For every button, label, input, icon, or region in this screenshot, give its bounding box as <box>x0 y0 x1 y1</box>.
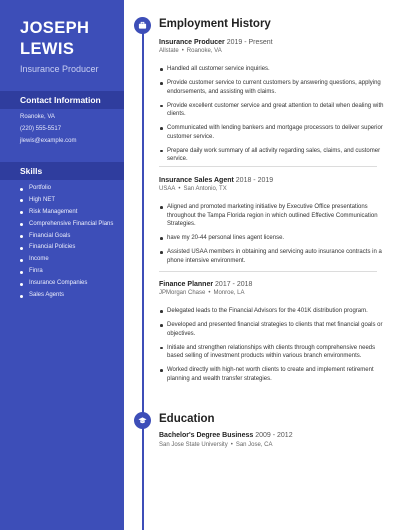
contact-phone[interactable]: (220) 555-5517 <box>20 126 62 132</box>
employment-heading: Employment History <box>159 18 271 30</box>
last-name: LEWIS <box>20 40 75 58</box>
job-location: San Antonio, TX <box>183 186 227 192</box>
skill-item: High NET <box>20 195 113 207</box>
job-subheader: Allstate • Roanoke, VA <box>159 48 222 54</box>
education-degree-line <box>159 432 293 439</box>
job-bullet: Prepare daily work summary of all activity regarding sales, claims, and customer service. <box>159 147 384 164</box>
job-role: Insurance Sales Agent <box>159 177 234 184</box>
graduation-cap-glyph <box>138 416 147 425</box>
job-bullet: Delegated leads to the Financial Advisors for the 401K distribution program. <box>159 307 384 316</box>
job-entry <box>159 176 384 271</box>
candidate-title: Insurance Producer <box>20 64 99 74</box>
education-dates: 2009 - 2012 <box>255 432 293 439</box>
job-bullet: Communicated with lending bankers and mortgage processors to deliver superior customer service. <box>159 124 384 141</box>
job-dates: 2019 - Present <box>226 39 273 46</box>
skill-item: Income <box>20 254 113 266</box>
candidate-name <box>20 18 89 60</box>
skill-item: Financial Policies <box>20 242 113 254</box>
skill-item: Risk Management <box>20 207 113 219</box>
job-bullet: Worked directly with high-net worth clients to create and implement retirement planning and wealth transfer strategies. <box>159 366 384 383</box>
contact-email[interactable]: jlewis@example.com <box>20 138 77 144</box>
job-divider <box>159 271 377 272</box>
job-company: JPMorgan Chase <box>159 290 206 296</box>
job-header <box>159 38 384 47</box>
timeline-line <box>142 18 144 530</box>
job-bullet: Provide customer service to current customers by answering questions, applying endorsements, and assisting with claims. <box>159 79 384 96</box>
job-header <box>159 176 384 185</box>
skill-item: Finra <box>20 266 113 278</box>
job-bullet: have my 20-44 personal lines agent license. <box>159 234 384 243</box>
job-bullet: Handled all customer service inquiries. <box>159 65 384 74</box>
contact-heading: Contact Information <box>0 91 124 109</box>
skills-list <box>20 183 113 302</box>
job-company: USAA <box>159 186 176 192</box>
skills-heading: Skills <box>0 162 124 180</box>
job-bullet: Initiate and strengthen relationships with clients through comprehensive needs based selling of investment products within various branch environments. <box>159 344 384 361</box>
graduation-cap-icon <box>134 412 151 429</box>
skill-item: Portfolio <box>20 183 113 195</box>
job-bullet: Assisted USAA members in obtaining and servicing auto insurance contracts in a phone intensive environment. <box>159 248 384 265</box>
job-subheader: JPMorgan Chase • Monroe, LA <box>159 290 245 296</box>
job-company: Allstate <box>159 48 179 54</box>
education-degree: Bachelor's Degree Business <box>159 432 254 439</box>
job-header <box>159 280 384 289</box>
job-bullets <box>159 65 384 164</box>
job-entry <box>159 280 384 389</box>
job-bullet: Aligned and promoted marketing initiative by Executive Office presentations throughout the Tampa Florida region in which outlined Effective Communication Strategies. <box>159 203 384 229</box>
education-heading: Education <box>159 413 215 425</box>
job-subheader: USAA • San Antonio, TX <box>159 186 227 192</box>
education-school-line: San Jose State University • San Jose, CA <box>159 442 273 448</box>
job-bullet: Developed and presented financial strategies to clients that met financial goals or objectives. <box>159 321 384 338</box>
skill-item: Sales Agents <box>20 290 113 302</box>
job-bullets <box>159 203 384 265</box>
job-entry <box>159 38 384 169</box>
sidebar <box>0 0 124 530</box>
job-role: Finance Planner <box>159 281 214 288</box>
job-divider <box>159 166 377 167</box>
job-dates: 2017 - 2018 <box>215 281 253 288</box>
skill-item: Comprehensive Financial Plans <box>20 219 113 231</box>
job-location: Monroe, LA <box>213 290 245 296</box>
skill-item: Financial Goals <box>20 231 113 243</box>
job-bullets <box>159 307 384 383</box>
job-role: Insurance Producer <box>159 39 225 46</box>
first-name: JOSEPH <box>20 19 90 37</box>
skill-item: Insurance Companies <box>20 278 113 290</box>
education-school: San Jose State University <box>159 442 228 448</box>
job-dates: 2018 - 2019 <box>235 177 274 184</box>
job-bullet: Provide excellent customer service and great attention to detail when dealing with clients. <box>159 102 384 119</box>
briefcase-glyph <box>138 21 147 30</box>
contact-location: Roanoke, VA <box>20 114 55 120</box>
education-location: San Jose, CA <box>235 442 273 448</box>
briefcase-icon <box>134 17 151 34</box>
job-location: Roanoke, VA <box>186 48 222 54</box>
